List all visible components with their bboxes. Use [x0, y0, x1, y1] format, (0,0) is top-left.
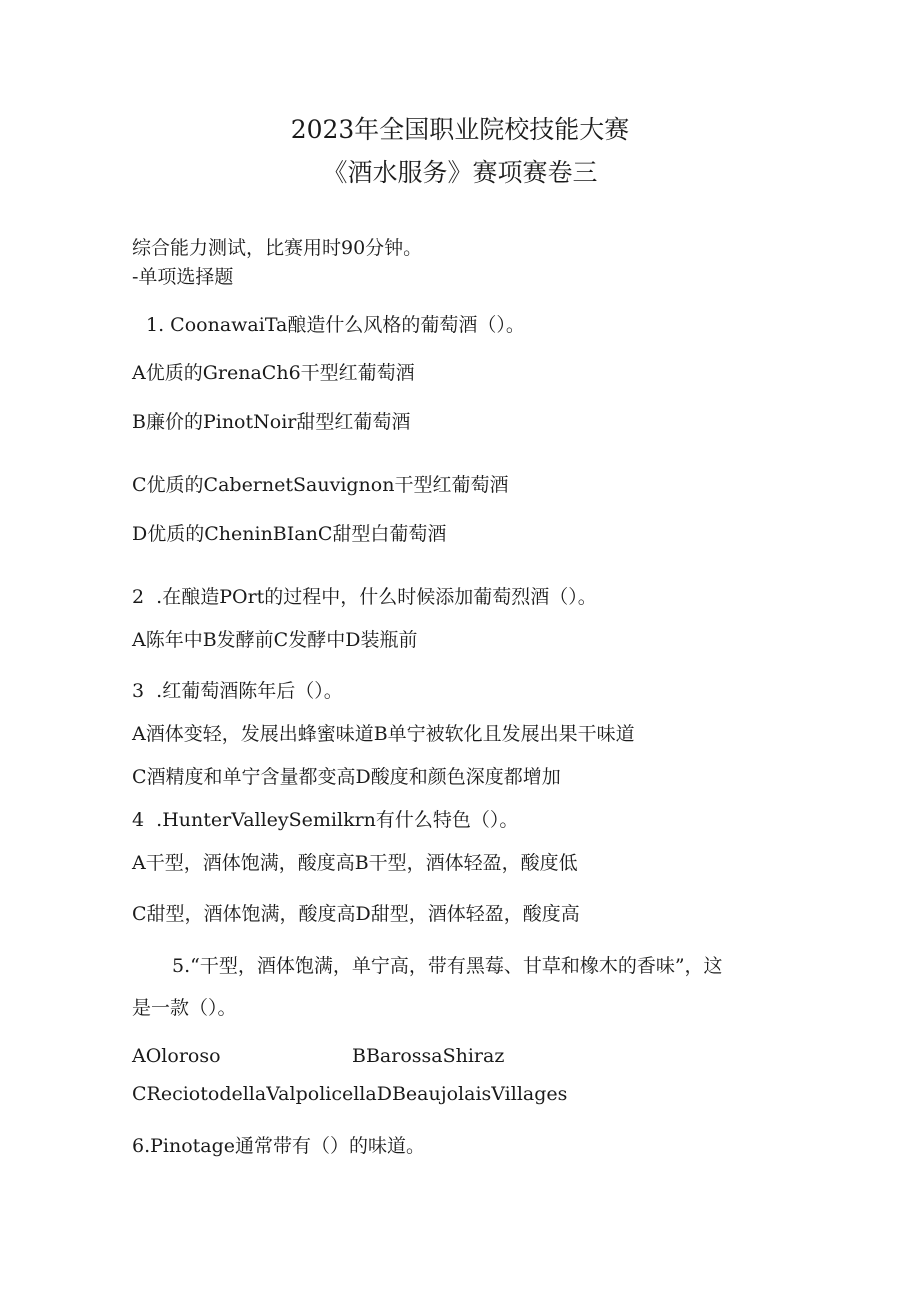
section-heading: -单项选择题	[132, 266, 234, 288]
question-5-stem-continued: 是一款（）。	[132, 997, 237, 1019]
question-4-options-ab: A干型，酒体饱满，酸度高B干型，酒体轻盈，酸度低	[132, 852, 578, 874]
question-4-stem: 4 .HunterValleySemilkrn有什么特色（）。	[132, 809, 519, 831]
document-title: 2023年全国职业院校技能大赛	[290, 115, 630, 144]
question-6-stem: 6.Pinotage通常带有（）的味道。	[132, 1135, 426, 1157]
question-1-option-a: A优质的GrenaCh6干型红葡萄酒	[132, 362, 415, 384]
question-1-option-b: B廉价的PinotNoir甜型红葡萄酒	[132, 411, 411, 433]
question-1-stem: 1. CoonawaiTa酿造什么风格的葡萄酒（）。	[146, 314, 525, 336]
question-5-stem: 5.“干型，酒体饱满，单宁高，带有黑莓、甘草和橡木的香味”，这	[172, 955, 723, 977]
question-4-options-cd: C甜型，酒体饱满，酸度高D甜型，酒体轻盈，酸度高	[132, 903, 580, 925]
question-5-option-b: BBarossaShiraz	[352, 1045, 505, 1067]
question-5-option-a: AOloroso	[132, 1045, 221, 1067]
intro-description: 综合能力测试，比赛用时90分钟。	[132, 237, 423, 259]
question-2-stem: 2 .在酿造POrt的过程中，什么时候添加葡萄烈酒（）。	[132, 586, 597, 608]
question-3-options-cd: C酒精度和单宁含量都变高D酸度和颜色深度都增加	[132, 766, 561, 788]
question-1-option-c: C优质的CabernetSauvignon干型红葡萄酒	[132, 474, 509, 496]
question-1-option-d: D优质的CheninBIanC甜型白葡萄酒	[132, 523, 447, 545]
question-3-options-ab: A酒体变轻，发展出蜂蜜味道B单宁被软化且发展出果干味道	[132, 723, 635, 745]
question-3-stem: 3 .红葡萄酒陈年后（）。	[132, 680, 343, 702]
document-subtitle: 《酒水服务》赛项赛卷三	[322, 158, 598, 187]
question-2-options: A陈年中B发酵前C发酵中D装瓶前	[132, 629, 418, 651]
question-5-options-cd: CReciotodellaValpolicellaDBeaujolaisVillages	[132, 1083, 568, 1105]
